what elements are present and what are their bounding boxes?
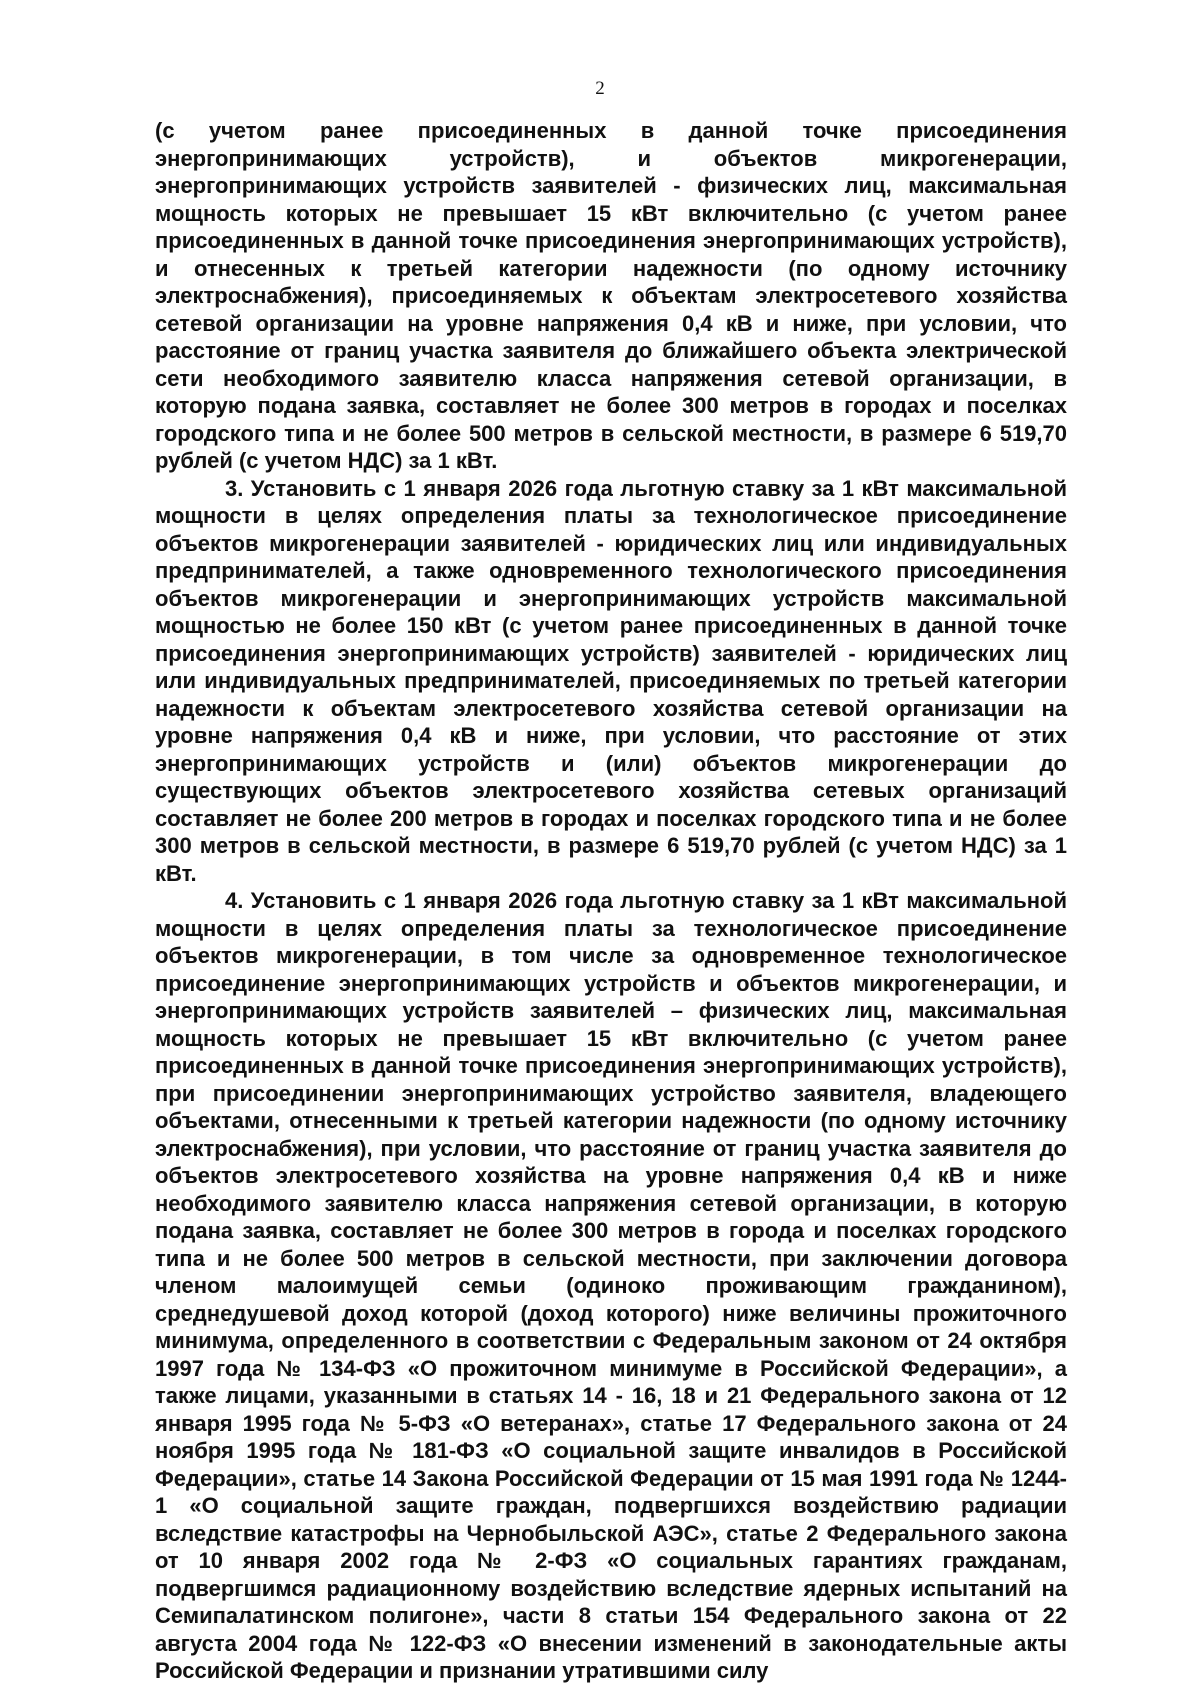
paragraph-item-3: 3. Установить с 1 января 2026 года льготную ставку за 1 кВт максимальной мощности в целях определения платы за технологическое присоединение объектов микрогенерации заявителей - юридических лиц или индивидуальных предпринимателей, а также одновременного технологического присоединения объектов микрогенерации и энергопринимающих устройств максимальной мощностью не более 150 кВт (с учетом ранее присоединенных в данной точке присоединения энергопринимающих устройств) заявителей - юридических лиц или индивидуальных предпринимателей, присоединяемых по третьей категории надежности к объектам электросетевого хозяйства сетевой организации на уровне напряжения 0,4 кВ и ниже, при условии, что расстояние от этих энергопринимающих устройств и (или) объектов микрогенерации до существующих объектов электросетевого хозяйства сетевых организаций составляет не более 200 метров в городах и поселках городского типа и не более 300 метров в сельской местности, в размере 6 519,70 рублей (с учетом НДС) за 1 кВт.: [155, 475, 1067, 886]
paragraph-continuation: (с учетом ранее присоединенных в данной точке присоединения энергопринимающих устройств), и объектов микрогенерации, энергопринимающих устройств заявителей - физических лиц, максимальная мощность которых не превышает 15 кВт включительно (с учетом ранее присоединенных в данной точке присоединения энергопринимающих устройств), и отнесенных к третьей категории надежности (по одному источнику электроснабжения), присоединяемых к объектам электросетевого хозяйства сетевой организации на уровне напряжения 0,4 кВ и ниже, при условии, что расстояние от границ участка заявителя до ближайшего объекта электрической сети необходимого заявителю класса напряжения сетевой организации, в которую подана заявка, составляет не более 300 метров в городах и поселках городского типа и не более 500 метров в сельской местности, в размере 6 519,70 рублей (с учетом НДС) за 1 кВт.: [155, 118, 1067, 473]
page-number: 2: [595, 78, 605, 99]
document-body: [155, 117, 1067, 1685]
paragraph-item-4: 4. Установить с 1 января 2026 года льготную ставку за 1 кВт максимальной мощности в целях определения платы за технологическое присоединение объектов микрогенерации, в том числе за одновременное технологическое присоединение энергопринимающих устройств и объектов микрогенерации, и энергопринимающих устройств заявителей – физических лиц, максимальная мощность которых не превышает 15 кВт включительно (с учетом ранее присоединенных в данной точке присоединения энергопринимающих устройств), при присоединении энергопринимающих устройство заявителя, владеющего объектами, отнесенными к третьей категории надежности (по одному источнику электроснабжения), при условии, что расстояние от границ участка заявителя до объектов электросетевого хозяйства на уровне напряжения 0,4 кВ и ниже необходимого заявителю класса напряжения сетевой организации, в которую подана заявка, составляет не более 300 метров в города и поселках городского типа и не более 500 метров в сельской местности, при заключении договора членом малоимущей семьи (одиноко проживающим гражданином), среднедушевой доход которой (доход которого) ниже величины прожиточного минимума, определенного в соответствии с Федеральным законом от 24 октября 1997 года № 134-ФЗ «О прожиточном минимуме в Российской Федерации», а также лицами, указанными в статьях 14 - 16, 18 и 21 Федерального закона от 12 января 1995 года № 5-ФЗ «О ветеранах», статье 17 Федерального закона от 24 ноября 1995 года № 181-ФЗ «О социальной защите инвалидов в Российской Федерации», статье 14 Закона Российской Федерации от 15 мая 1991 года № 1244-1 «О социальной защите граждан, подвергшихся воздействию радиации вследствие катастрофы на Чернобыльской АЭС», статье 2 Федерального закона от 10 января 2002 года № 2-ФЗ «О социальных гарантиях гражданам, подвергшимся радиационному воздействию вследствие ядерных испытаний на Семипалатинском полигоне», части 8 статьи 154 Федерального закона от 22 августа 2004 года № 122-ФЗ «О внесении изменений в законодательные акты Российской Федерации и признании утратившими силу: [155, 888, 1067, 1683]
